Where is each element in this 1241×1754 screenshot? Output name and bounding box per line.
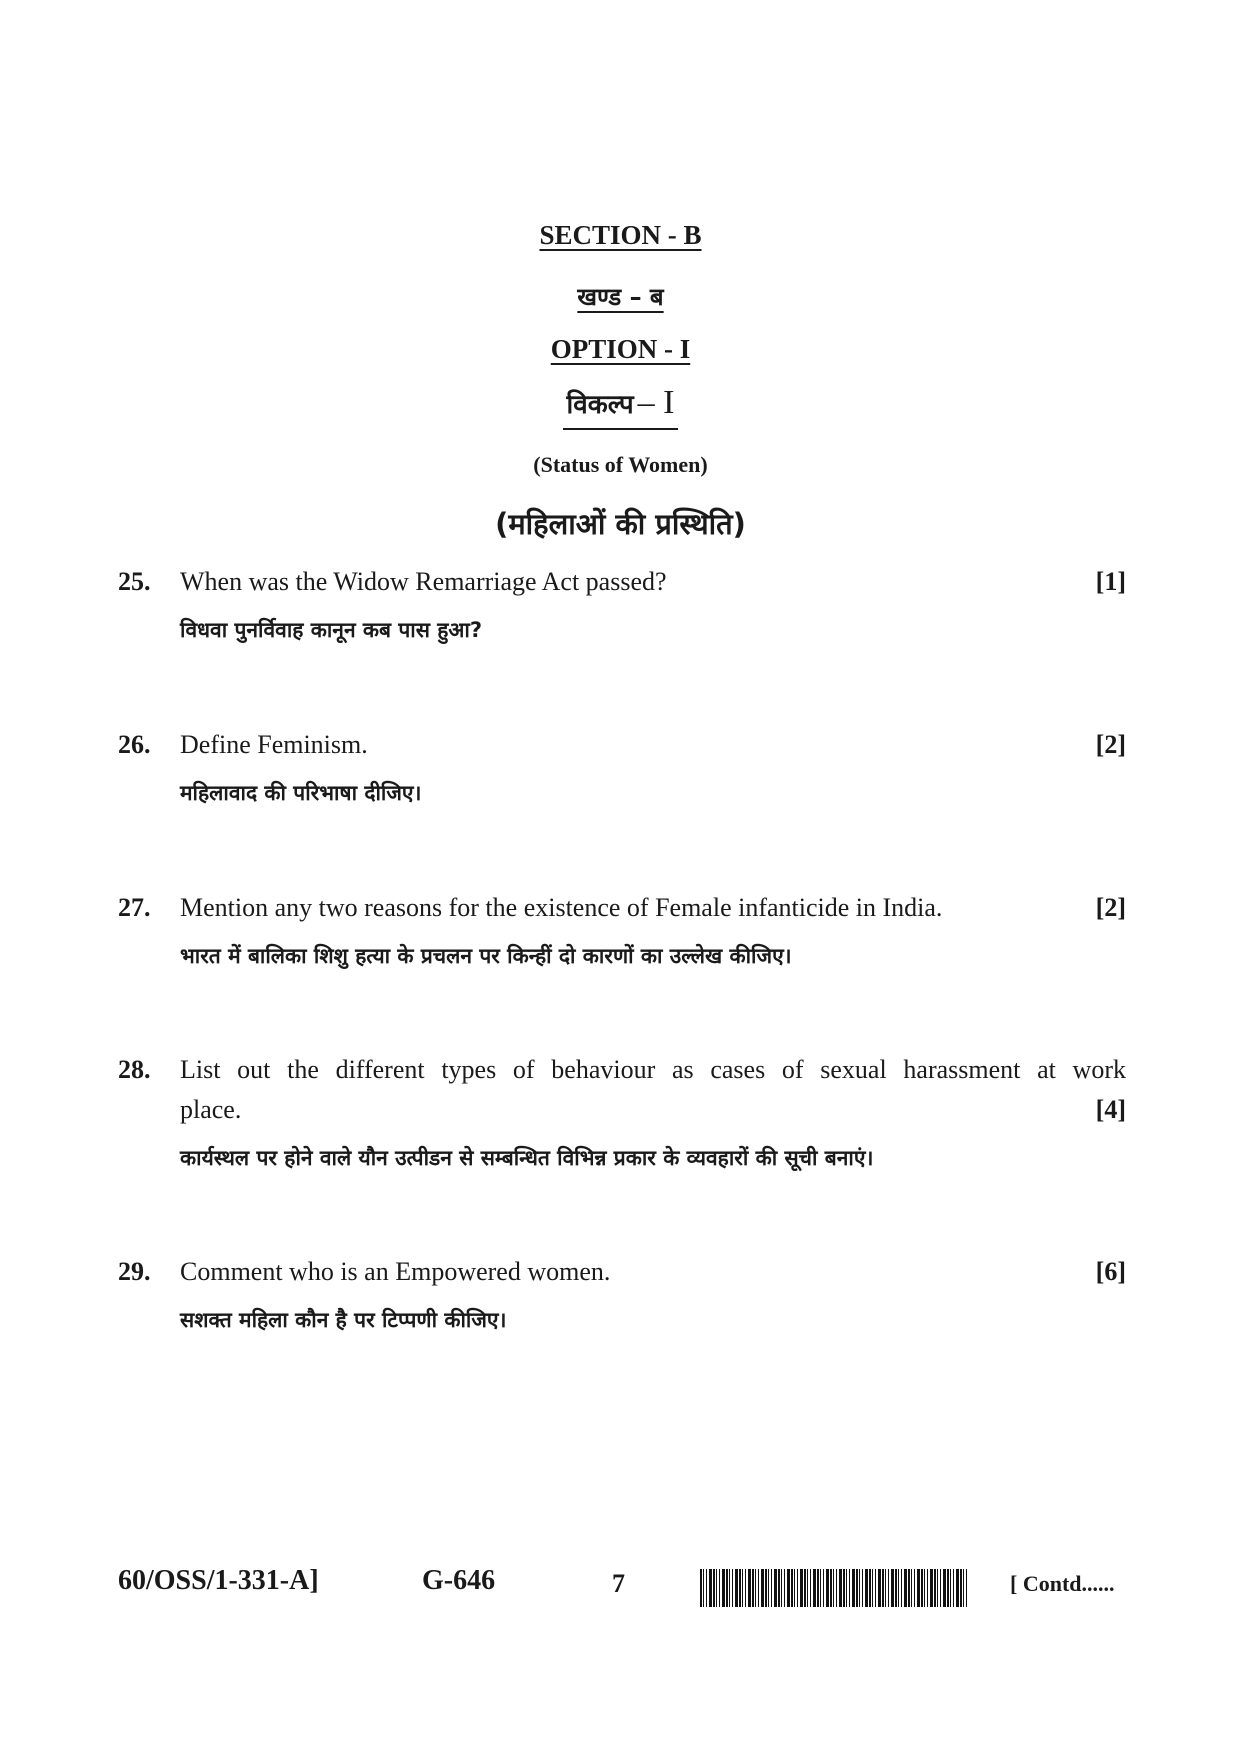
section-title: SECTION - B: [539, 220, 702, 250]
question-text-hindi: सशक्त महिला कौन है पर टिप्पणी कीजिए।: [180, 1308, 507, 1332]
topic-title: (Status of Women): [533, 452, 708, 477]
question-28: [118, 1050, 1126, 1172]
marks: [2]: [1095, 893, 1126, 922]
question-text: When was the Widow Remarriage Act passed?: [180, 567, 667, 596]
question-number: 25.: [118, 567, 151, 596]
continued-label: [ Contd......: [1010, 1571, 1115, 1596]
marks: [1]: [1095, 567, 1126, 596]
question-text: Comment who is an Empowered women.: [180, 1257, 611, 1286]
question-text: Mention any two reasons for the existence of Female infanticide in India.: [180, 893, 943, 922]
barcode-image: [700, 1569, 968, 1607]
marks: [4]: [1095, 1095, 1126, 1124]
question-text-line1: List out the different types of behaviour as cases of sexual harassment at work: [180, 1055, 1126, 1084]
option-title: OPTION - I: [550, 334, 691, 364]
page-footer: [0, 1565, 1241, 1615]
marks: [6]: [1095, 1257, 1126, 1286]
option-hindi-numeral: – I: [637, 384, 675, 421]
question-text-hindi: कार्यस्थल पर होने वाले यौन उत्पीडन से सम्बन्धित विभिन्न प्रकार के व्यवहारों की सूची बनाएं।: [180, 1146, 874, 1170]
marks: [2]: [1095, 730, 1126, 759]
option-title-hindi: [563, 384, 679, 430]
question-29: [118, 1252, 1126, 1334]
paper-code: 60/OSS/1-331-A]: [118, 1565, 319, 1596]
question-25: [118, 562, 1126, 644]
question-text-hindi: भारत में बालिका शिशु हत्या के प्रचलन पर किन्हीं दो कारणों का उल्लेख कीजिए।: [180, 944, 792, 968]
question-text: Define Feminism.: [180, 730, 368, 759]
question-text-line2: place.: [180, 1095, 242, 1124]
series-code: G-646: [422, 1565, 496, 1596]
question-text-hindi: महिलावाद की परिभाषा दीजिए।: [180, 781, 422, 805]
question-text-hindi: विधवा पुनर्विवाह कानून कब पास हुआ?: [180, 618, 483, 642]
question-number: 29.: [118, 1257, 151, 1286]
question-26: [118, 725, 1126, 807]
question-number: 27.: [118, 893, 151, 922]
question-number: 28.: [118, 1055, 151, 1084]
option-hindi-word: विकल्प: [566, 390, 634, 420]
section-title-hindi: खण्ड – ब: [577, 283, 664, 311]
question-27: [118, 888, 1126, 970]
topic-title-hindi: (महिलाओं की प्रस्थिति): [495, 507, 746, 541]
page-number: 7: [612, 1569, 625, 1598]
question-number: 26.: [118, 730, 151, 759]
